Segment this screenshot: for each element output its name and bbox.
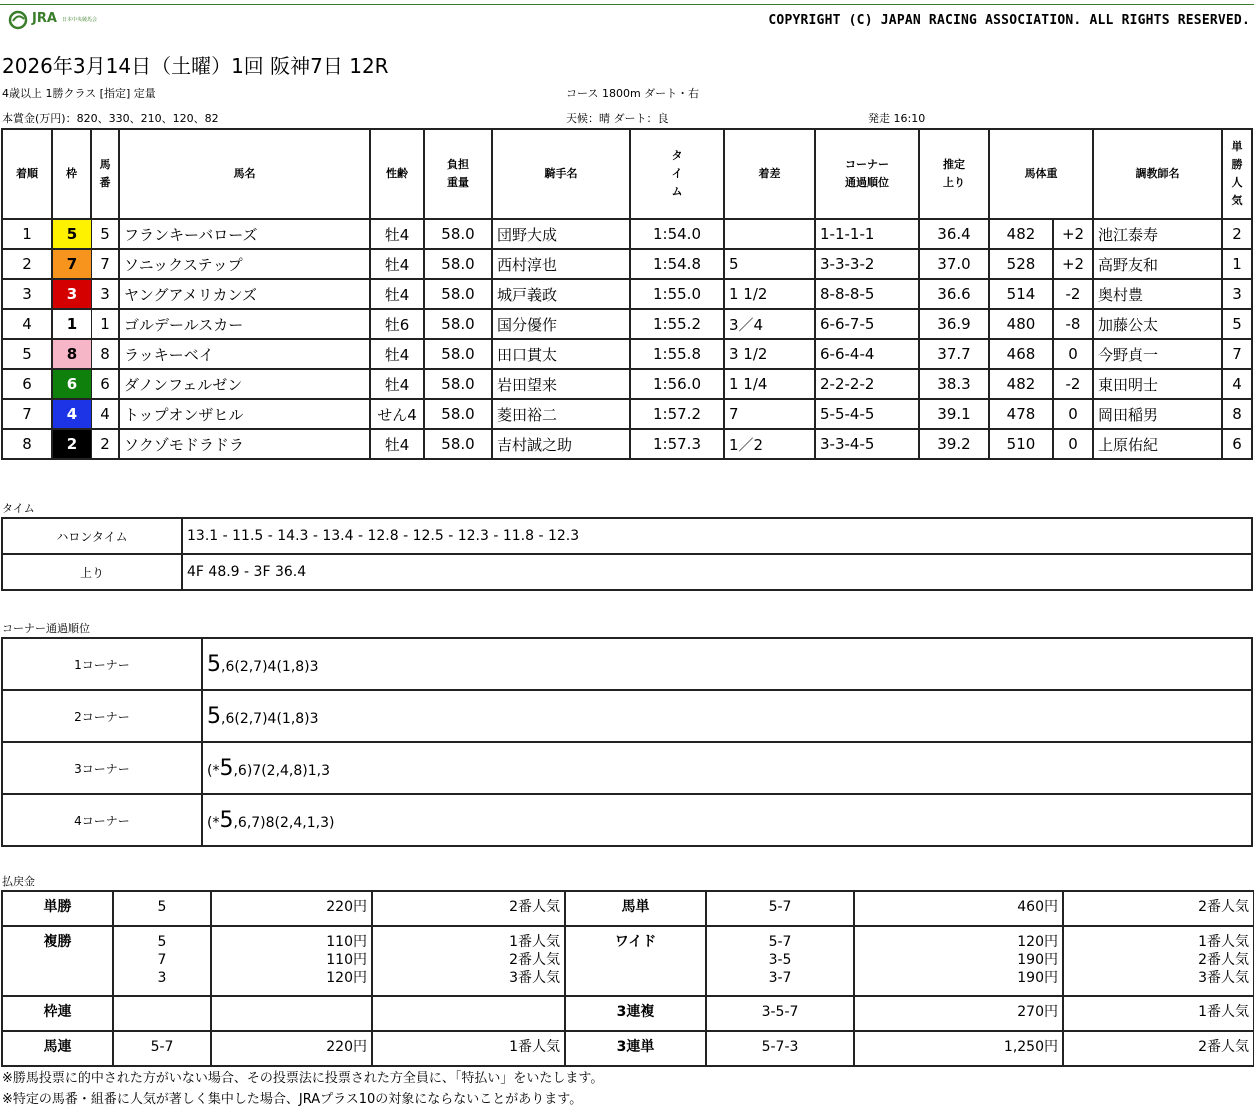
rank-cell: 2: [2, 249, 52, 279]
waku-cell: [52, 399, 91, 429]
margin-cell: 1 1/4: [724, 369, 815, 399]
popularity-cell: 4: [1222, 369, 1252, 399]
corner-label: 4コーナー: [2, 794, 202, 846]
sanrenpuku-pop: 1番人気: [1063, 996, 1254, 1031]
horse-name-link[interactable]: ソニックステップ: [119, 249, 370, 279]
weight-cell: 58.0: [424, 339, 492, 369]
sanrenpuku-label: 3連複: [565, 996, 706, 1031]
body-weight-cell: 482: [989, 369, 1053, 399]
payout-row-fukusho: [2, 926, 1254, 996]
col-weight-label: 負担重量: [447, 158, 469, 189]
sanrenpuku-num: 3-5-7: [706, 996, 854, 1031]
horse-number-cell: 3: [91, 279, 119, 309]
umatan-label: 馬単: [565, 891, 706, 926]
popularity-cell: 5: [1222, 309, 1252, 339]
jra-logo[interactable]: [8, 9, 118, 31]
umatan-num: 5-7: [706, 891, 854, 926]
popularity-cell: 6: [1222, 429, 1252, 459]
payout-row-wakuren: [2, 996, 1254, 1031]
col-jockey: 騎手名: [492, 129, 630, 219]
race-condition: 天候：晴 ダート：良: [566, 112, 669, 125]
col-trainer: 調教師名: [1093, 129, 1222, 219]
time-cell: 1:54.0: [630, 219, 724, 249]
jockey-link[interactable]: 団野大成: [492, 219, 630, 249]
corner-order-post: ,6(2,7)4(1,8)3: [221, 710, 319, 727]
payout-row-umaren: [2, 1031, 1254, 1066]
wide-pop: 1番人気: [1198, 934, 1249, 950]
corner-order-lead: 5: [219, 807, 234, 833]
waku-cell: [52, 309, 91, 339]
last3f-cell: 39.1: [919, 399, 989, 429]
fukusho-pop: 1番人気: [509, 934, 560, 950]
wide-num: 5-7: [768, 934, 792, 950]
furlong-row: [2, 518, 1252, 554]
corner-order-pre: (*: [207, 814, 220, 831]
corner-table: [1, 637, 1253, 847]
wakuren-num: [113, 996, 211, 1031]
time-cell: 1:55.2: [630, 309, 724, 339]
copyright-text: COPYRIGHT (C) JAPAN RACING ASSOCIATION. ALL RIGHTS RESERVED.: [768, 13, 1250, 28]
corner-label: 3コーナー: [2, 742, 202, 794]
waku-cell: [52, 279, 91, 309]
fukusho-pops: [372, 926, 565, 996]
wide-num: 3-5: [768, 952, 792, 968]
result-row: [2, 219, 1252, 249]
margin-cell: [724, 219, 815, 249]
corner-label: 2コーナー: [2, 690, 202, 742]
wide-yens: [854, 926, 1063, 996]
col-last3f: [919, 129, 989, 219]
horse-number-cell: 5: [91, 219, 119, 249]
col-margin: 着差: [724, 129, 815, 219]
col-body-weight: 馬体重: [989, 129, 1093, 219]
waku-badge: 1: [53, 310, 91, 338]
horse-number-cell: 6: [91, 369, 119, 399]
result-row: [2, 339, 1252, 369]
note-line: ※勝馬投票に的中された方がいない場合、その投票法に投票された方全員に、「特払い」をいたします。: [2, 1071, 604, 1086]
waku-badge: 8: [53, 340, 91, 368]
horse-name-link[interactable]: ダノンフェルゼン: [119, 369, 370, 399]
agari-values: 4F 48.9 - 3F 36.4: [182, 554, 1252, 590]
sanrentan-num: 5-7-3: [706, 1031, 854, 1066]
body-diff-cell: 0: [1053, 399, 1093, 429]
body-diff-cell: -2: [1053, 369, 1093, 399]
popularity-cell: 2: [1222, 219, 1252, 249]
sex-age-cell: 牡4: [370, 339, 424, 369]
horse-number-cell: 2: [91, 429, 119, 459]
trainer-link[interactable]: 池江泰寿: [1093, 219, 1222, 249]
payout-row-tansho: [2, 891, 1254, 926]
corner-order: [202, 794, 1252, 846]
margin-cell: 5: [724, 249, 815, 279]
wide-nums: [706, 926, 854, 996]
popularity-cell: 7: [1222, 339, 1252, 369]
result-row: [2, 279, 1252, 309]
body-diff-cell: 0: [1053, 429, 1093, 459]
col-popularity: [1222, 129, 1252, 219]
jockey-link[interactable]: 城戸義政: [492, 279, 630, 309]
payout-section-label: 払戻金: [2, 875, 35, 888]
jockey-link[interactable]: 田口貫太: [492, 339, 630, 369]
waku-cell: [52, 249, 91, 279]
jockey-link[interactable]: 吉村誠之助: [492, 429, 630, 459]
horse-name-link[interactable]: トップオンザヒル: [119, 399, 370, 429]
waku-badge: 4: [53, 400, 91, 428]
result-row: [2, 429, 1252, 459]
wakuren-yen: [211, 996, 372, 1031]
sex-age-cell: 牡4: [370, 249, 424, 279]
agari-row: [2, 554, 1252, 590]
col-corner-label: コーナー通過順位: [845, 158, 889, 189]
fukusho-pop: 3番人気: [509, 970, 560, 986]
body-diff-cell: -2: [1053, 279, 1093, 309]
trainer-link[interactable]: 奥村豊: [1093, 279, 1222, 309]
col-weight: [424, 129, 492, 219]
col-time-label: タイム: [671, 149, 683, 198]
race-course: コース 1800m ダート・右: [566, 87, 700, 100]
col-num: [91, 129, 119, 219]
note-line: ※特定の馬番・組番に人気が著しく集中した場合、JRAプラス10の対象にならないことがあります。: [2, 1092, 583, 1107]
weight-cell: 58.0: [424, 399, 492, 429]
jockey-link[interactable]: 国分優作: [492, 309, 630, 339]
tansho-num: 5: [113, 891, 211, 926]
margin-cell: 3／4: [724, 309, 815, 339]
sex-age-cell: 牡6: [370, 309, 424, 339]
body-weight-cell: 482: [989, 219, 1053, 249]
last3f-cell: 39.2: [919, 429, 989, 459]
corner-cell: 5-5-4-5: [815, 399, 919, 429]
last3f-cell: 37.7: [919, 339, 989, 369]
sanrentan-pop: 2番人気: [1063, 1031, 1254, 1066]
jockey-link[interactable]: 西村淳也: [492, 249, 630, 279]
horse-number-cell: 1: [91, 309, 119, 339]
fukusho-num: 7: [157, 952, 167, 968]
corner-cell: 6-6-4-4: [815, 339, 919, 369]
corner-row: [2, 742, 1252, 794]
corner-order-lead: 5: [219, 755, 234, 781]
weight-cell: 58.0: [424, 309, 492, 339]
waku-cell: [52, 219, 91, 249]
wide-pop: 3番人気: [1198, 970, 1249, 986]
waku-badge: 5: [53, 220, 91, 248]
body-weight-cell: 528: [989, 249, 1053, 279]
sex-age-cell: 牡4: [370, 279, 424, 309]
sanrentan-yen: 1,250円: [854, 1031, 1063, 1066]
margin-cell: 1／2: [724, 429, 815, 459]
corner-section-label: コーナー通過順位: [2, 622, 90, 635]
body-weight-cell: 514: [989, 279, 1053, 309]
race-start-time: 発走 16:10: [868, 112, 926, 125]
rank-cell: 8: [2, 429, 52, 459]
col-rank: 着順: [2, 129, 52, 219]
popularity-cell: 3: [1222, 279, 1252, 309]
horse-number-cell: 8: [91, 339, 119, 369]
time-cell: 1:55.8: [630, 339, 724, 369]
rank-cell: 6: [2, 369, 52, 399]
time-cell: 1:55.0: [630, 279, 724, 309]
body-diff-cell: +2: [1053, 249, 1093, 279]
last3f-cell: 36.4: [919, 219, 989, 249]
waku-cell: [52, 369, 91, 399]
margin-cell: 7: [724, 399, 815, 429]
result-row: [2, 249, 1252, 279]
corner-cell: 3-3-4-5: [815, 429, 919, 459]
agari-label: 上り: [2, 554, 182, 590]
wide-num: 3-7: [768, 970, 792, 986]
body-weight-cell: 510: [989, 429, 1053, 459]
time-cell: 1:57.2: [630, 399, 724, 429]
tansho-yen: 220円: [211, 891, 372, 926]
page-title: 2026年3月14日（土曜）1回 阪神7日 12R: [2, 54, 389, 78]
col-sex-age: 性齢: [370, 129, 424, 219]
fukusho-num: 5: [157, 934, 167, 950]
col-name: 馬名: [119, 129, 370, 219]
corner-label: 1コーナー: [2, 638, 202, 690]
corner-row: [2, 638, 1252, 690]
last3f-cell: 38.3: [919, 369, 989, 399]
time-cell: 1:54.8: [630, 249, 724, 279]
umaren-pop: 1番人気: [372, 1031, 565, 1066]
rank-cell: 4: [2, 309, 52, 339]
wakuren-pop: [372, 996, 565, 1031]
fukusho-yen: 120円: [326, 970, 367, 986]
result-row: [2, 309, 1252, 339]
fukusho-yen: 110円: [326, 952, 367, 968]
trainer-link[interactable]: 加藤公太: [1093, 309, 1222, 339]
horse-name-link[interactable]: ゴルデールスカー: [119, 309, 370, 339]
trainer-link[interactable]: 上原佑紀: [1093, 429, 1222, 459]
notes: [2, 1068, 603, 1110]
trainer-link[interactable]: 高野友和: [1093, 249, 1222, 279]
payout-table: [1, 890, 1254, 1067]
result-row: [2, 399, 1252, 429]
wide-pop: 2番人気: [1198, 952, 1249, 968]
last3f-cell: 36.6: [919, 279, 989, 309]
corner-order-pre: (*: [207, 762, 220, 779]
wide-pops: [1063, 926, 1254, 996]
trainer-link[interactable]: 岡田稲男: [1093, 399, 1222, 429]
sex-age-cell: 牡4: [370, 219, 424, 249]
sex-age-cell: せん4: [370, 399, 424, 429]
fukusho-nums: [113, 926, 211, 996]
weight-cell: 58.0: [424, 219, 492, 249]
umatan-yen: 460円: [854, 891, 1063, 926]
umatan-pop: 2番人気: [1063, 891, 1254, 926]
popularity-cell: 8: [1222, 399, 1252, 429]
corner-order: [202, 742, 1252, 794]
margin-cell: 1 1/2: [724, 279, 815, 309]
result-header-row: [2, 129, 1252, 219]
corner-cell: 2-2-2-2: [815, 369, 919, 399]
popularity-cell: 1: [1222, 249, 1252, 279]
corner-cell: 6-6-7-5: [815, 309, 919, 339]
body-weight-cell: 480: [989, 309, 1053, 339]
corner-order-post: ,6,7)8(2,4,1,3): [233, 814, 335, 831]
corner-cell: 3-3-3-2: [815, 249, 919, 279]
trainer-link[interactable]: 今野貞一: [1093, 339, 1222, 369]
sanrenpuku-yen: 270円: [854, 996, 1063, 1031]
fukusho-num: 3: [157, 970, 167, 986]
body-diff-cell: -8: [1053, 309, 1093, 339]
rank-cell: 1: [2, 219, 52, 249]
rank-cell: 7: [2, 399, 52, 429]
logo-text: JRA: [32, 11, 57, 26]
jockey-link[interactable]: 菱田裕二: [492, 399, 630, 429]
sanrentan-label: 3連単: [565, 1031, 706, 1066]
header-rule: [0, 4, 1254, 5]
corner-order-lead: 5: [207, 703, 221, 729]
horse-name-link[interactable]: ラッキーベイ: [119, 339, 370, 369]
umaren-num: 5-7: [113, 1031, 211, 1066]
umaren-yen: 220円: [211, 1031, 372, 1066]
corner-order-lead: 5: [207, 651, 221, 677]
waku-badge: 7: [53, 250, 91, 278]
horse-name-link[interactable]: フランキーバローズ: [119, 219, 370, 249]
weight-cell: 58.0: [424, 369, 492, 399]
weight-cell: 58.0: [424, 279, 492, 309]
fukusho-yens: [211, 926, 372, 996]
horse-number-cell: 4: [91, 399, 119, 429]
waku-cell: [52, 339, 91, 369]
body-weight-cell: 478: [989, 399, 1053, 429]
result-table: [1, 128, 1253, 460]
fukusho-pop: 2番人気: [509, 952, 560, 968]
waku-badge: 6: [53, 370, 91, 398]
race-prize: 本賞金(万円)：820、330、210、120、82: [2, 112, 219, 125]
umaren-label: 馬連: [2, 1031, 113, 1066]
corner-cell: 8-8-8-5: [815, 279, 919, 309]
corner-order-post: ,6(2,7)4(1,8)3: [221, 658, 319, 675]
time-table: [1, 517, 1253, 591]
waku-badge: 2: [53, 430, 91, 458]
last3f-cell: 37.0: [919, 249, 989, 279]
body-diff-cell: 0: [1053, 339, 1093, 369]
time-cell: 1:56.0: [630, 369, 724, 399]
col-popularity-label: 単勝人気: [1231, 140, 1243, 207]
wide-yen: 190円: [1017, 952, 1058, 968]
horse-number-cell: 7: [91, 249, 119, 279]
trainer-link[interactable]: 東田明士: [1093, 369, 1222, 399]
result-row: [2, 369, 1252, 399]
col-last3f-label: 推定上り: [943, 158, 965, 189]
wide-label: ワイド: [565, 926, 706, 996]
horse-name-link[interactable]: ヤングアメリカンズ: [119, 279, 370, 309]
horse-name-link[interactable]: ソクゾモドラドラ: [119, 429, 370, 459]
body-weight-cell: 468: [989, 339, 1053, 369]
weight-cell: 58.0: [424, 429, 492, 459]
furlong-values: 13.1 - 11.5 - 14.3 - 13.4 - 12.8 - 12.5 - 12.3 - 11.8 - 12.3: [182, 518, 1252, 554]
wide-yen: 120円: [1017, 934, 1058, 950]
col-time: [630, 129, 724, 219]
corner-order: [202, 690, 1252, 742]
tansho-label: 単勝: [2, 891, 113, 926]
corner-cell: 1-1-1-1: [815, 219, 919, 249]
col-num-label: 馬番: [99, 158, 111, 189]
time-cell: 1:57.3: [630, 429, 724, 459]
furlong-label: ハロンタイム: [2, 518, 182, 554]
margin-cell: 3 1/2: [724, 339, 815, 369]
sex-age-cell: 牡4: [370, 369, 424, 399]
rank-cell: 3: [2, 279, 52, 309]
time-section-label: タイム: [2, 502, 35, 515]
fukusho-label: 複勝: [2, 926, 113, 996]
sex-age-cell: 牡4: [370, 429, 424, 459]
corner-order: [202, 638, 1252, 690]
fukusho-yen: 110円: [326, 934, 367, 950]
jockey-link[interactable]: 岩田望来: [492, 369, 630, 399]
tansho-pop: 2番人気: [372, 891, 565, 926]
race-class: 4歳以上 1勝クラス [指定] 定量: [2, 87, 156, 100]
corner-row: [2, 794, 1252, 846]
weight-cell: 58.0: [424, 249, 492, 279]
waku-badge: 3: [53, 280, 91, 308]
waku-cell: [52, 429, 91, 459]
logo-subtext: 日本中央競馬会: [62, 17, 98, 23]
col-corner: [815, 129, 919, 219]
rank-cell: 5: [2, 339, 52, 369]
wakuren-label: 枠連: [2, 996, 113, 1031]
wide-yen: 190円: [1017, 970, 1058, 986]
corner-order-post: ,6)7(2,4,8)1,3: [233, 762, 331, 779]
col-waku: 枠: [52, 129, 91, 219]
corner-row: [2, 690, 1252, 742]
body-diff-cell: +2: [1053, 219, 1093, 249]
last3f-cell: 36.9: [919, 309, 989, 339]
